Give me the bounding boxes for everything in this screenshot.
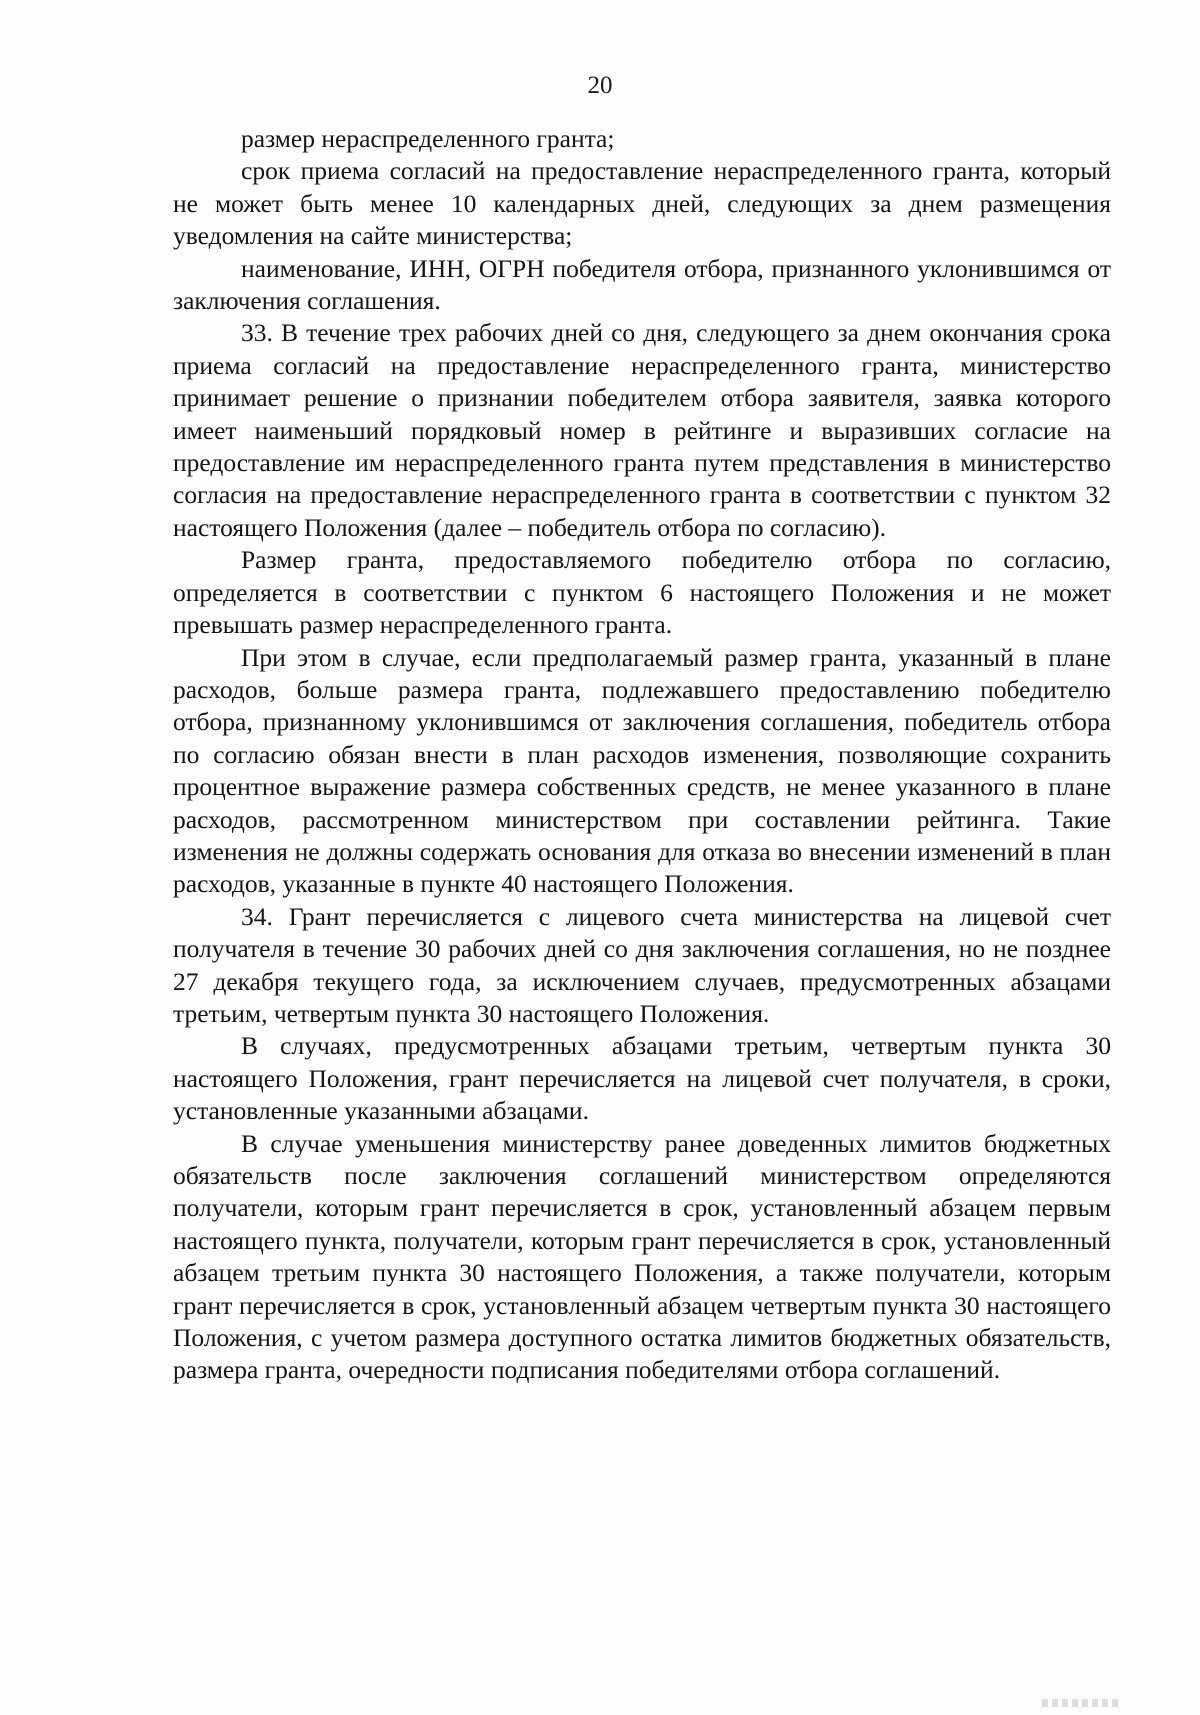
paragraph: наименование, ИНН, ОГРН победителя отбора, признанного уклонившимся от заключения соглашения. — [173, 253, 1111, 316]
scan-artifact-mark — [1042, 1699, 1122, 1707]
paragraph: срок приема согласий на предоставление нераспределенного гранта, который не может быть менее 10 календарных дней, следующих за днем размещения уведомления на сайте министерства; — [173, 156, 1111, 251]
paragraph-item-33: 33. В течение трех рабочих дней со дня, следующего за днем окончания срока приема согласий на предоставление нераспределенного гранта, министерство принимает решение о признании победителем отбора заявителя, заявка которого имеет наименьший порядковый номер в рейтинге и выразивших согласие на предоставление им нераспределенного гранта путем представления в министерство согласия на предоставление нераспределенного гранта в соответствии с пунктом 32 настоящего Положения (далее – победитель отбора по согласию). — [173, 318, 1111, 542]
paragraph: При этом в случае, если предполагаемый размер гранта, указанный в плане расходов, больше размера гранта, подлежавшего предоставлению победителю отбора, признанному уклонившимся от заключения соглашения, победитель отбора по согласию обязан внести в план расходов изменения, позволяющие сохранить процентное выражение размера собственных средств, не менее указанного в плане расходов, рассмотренном министерством при составлении рейтинга. Такие изменения не должны содержать основания для отказа во внесении изменений в план расходов, указанные в пункте 40 настоящего Положения. — [173, 642, 1111, 899]
paragraph-item-34: 34. Грант перечисляется с лицевого счета министерства на лицевой счет получателя в течение 30 рабочих дней со дня заключения соглашения, но не позднее 27 декабря текущего года, за исключением случаев, предусмотренных абзацами третьим, четвертым пункта 30 настоящего Положения. — [173, 901, 1111, 1028]
page-number: 20 — [587, 72, 613, 99]
paragraph: размер нераспределенного гранта; — [241, 124, 615, 153]
paragraph: Размер гранта, предоставляемого победителю отбора по согласию, определяется в соответствии с пунктом 6 настоящего Положения и не может превышать размер нераспределенного гранта. — [173, 545, 1111, 640]
document-body — [173, 123, 1111, 1387]
paragraph: В случае уменьшения министерству ранее доведенных лимитов бюджетных обязательств после заключения соглашений министерством определяются получатели, которым грант перечисляется в срок, установленный абзацем первым настоящего пункта, получатели, которым грант перечисляется в срок, установленный абзацем третьим пункта 30 настоящего Положения, а также получатели, которым грант перечисляется в срок, установленный абзацем четвертым пункта 30 настоящего Положения, с учетом размера доступного остатка лимитов бюджетных обязательств, размера гранта, очередности подписания победителями отбора соглашений. — [173, 1128, 1111, 1385]
paragraph: В случаях, предусмотренных абзацами третьим, четвертым пункта 30 настоящего Положения, грант перечисляется на лицевой счет получателя, в сроки, установленные указанными абзацами. — [173, 1031, 1111, 1126]
